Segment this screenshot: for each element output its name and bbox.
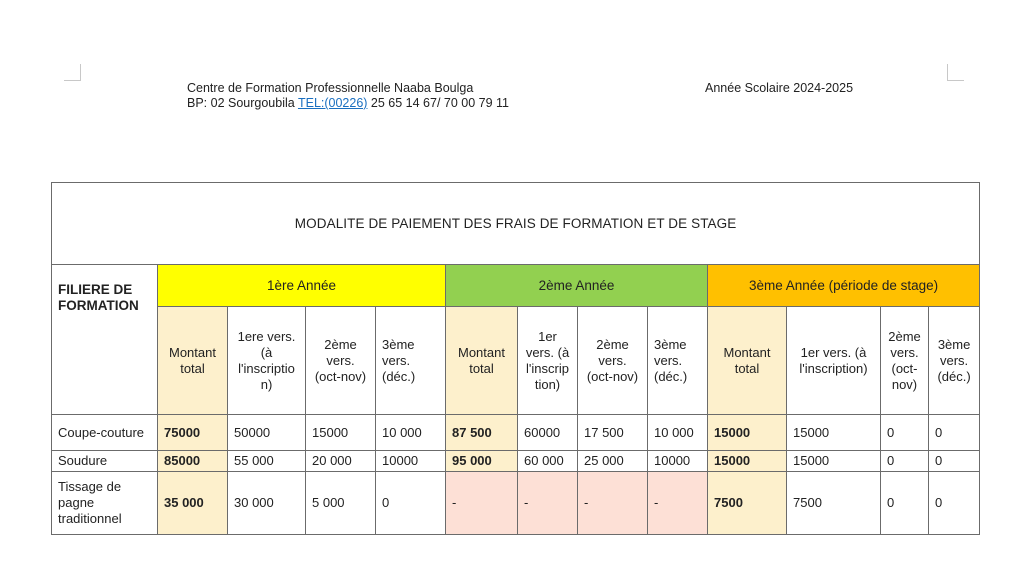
col-header-y3-vers2: 2ème vers. (oct- nov) (881, 307, 929, 415)
cell-y2-vers1: 60000 (518, 415, 578, 451)
institution-name: Centre de Formation Professionnelle Naaba Boulga (187, 81, 474, 95)
cell-y1-vers2: 15000 (306, 415, 376, 451)
cell-y3-vers3: 0 (929, 472, 980, 535)
cell-y3-total: 7500 (708, 472, 787, 535)
col-header-y3-vers3: 3ème vers. (déc.) (929, 307, 980, 415)
cell-y1-vers2: 5 000 (306, 472, 376, 535)
cell-y2-vers3: - (648, 472, 708, 535)
address: BP: 02 Sourgoubila (187, 96, 298, 110)
cell-y1-total: 75000 (158, 415, 228, 451)
filiere-name: Tissage de pagne traditionnel (52, 472, 158, 535)
cell-y3-vers1: 15000 (787, 451, 881, 472)
cell-y2-total: 87 500 (446, 415, 518, 451)
cell-y2-vers2: 25 000 (578, 451, 648, 472)
year-3-header: 3ème Année (période de stage) (708, 265, 980, 307)
cell-y1-vers1: 30 000 (228, 472, 306, 535)
tel-link[interactable]: TEL:(00226) (297, 96, 368, 110)
payment-table (51, 182, 980, 535)
year-2-header: 2ème Année (446, 265, 708, 307)
col-header-y3-vers1: 1er vers. (à l'inscription) (787, 307, 881, 415)
cell-y1-total: 85000 (158, 451, 228, 472)
col-header-y2-montant: Montant total (446, 307, 518, 415)
page-corner-mark-top-left (64, 64, 81, 81)
table-row (52, 451, 980, 472)
table-row (52, 415, 980, 451)
cell-y2-vers1: - (518, 472, 578, 535)
filiere-name: Soudure (52, 451, 158, 472)
cell-y3-total: 15000 (708, 415, 787, 451)
cell-y3-vers1: 15000 (787, 415, 881, 451)
filiere-name: Coupe-couture (52, 415, 158, 451)
filiere-header: FILIERE DE FORMATION (52, 265, 158, 415)
cell-y2-total: - (446, 472, 518, 535)
phone-numbers: 25 65 14 67/ 70 00 79 11 (367, 96, 510, 110)
cell-y2-vers2: - (578, 472, 648, 535)
table-title: MODALITE DE PAIEMENT DES FRAIS DE FORMATION ET DE STAGE (52, 183, 980, 265)
col-header-y1-vers3: 3ème vers. (déc.) (376, 307, 446, 415)
cell-y3-vers2: 0 (881, 472, 929, 535)
year-1-header: 1ère Année (158, 265, 446, 307)
cell-y3-vers3: 0 (929, 451, 980, 472)
contact-line (187, 96, 509, 111)
cell-y1-vers1: 55 000 (228, 451, 306, 472)
cell-y2-vers1: 60 000 (518, 451, 578, 472)
cell-y1-vers2: 20 000 (306, 451, 376, 472)
cell-y2-vers3: 10 000 (648, 415, 708, 451)
table-row (52, 472, 980, 535)
cell-y1-vers3: 10 000 (376, 415, 446, 451)
col-header-y2-vers1: 1er vers. (à l'inscrip tion) (518, 307, 578, 415)
col-header-y3-montant: Montant total (708, 307, 787, 415)
cell-y1-vers3: 10000 (376, 451, 446, 472)
cell-y3-vers2: 0 (881, 415, 929, 451)
cell-y2-vers2: 17 500 (578, 415, 648, 451)
col-header-y1-montant: Montant total (158, 307, 228, 415)
cell-y1-vers1: 50000 (228, 415, 306, 451)
cell-y1-vers3: 0 (376, 472, 446, 535)
col-header-y1-vers2: 2ème vers. (oct-nov) (306, 307, 376, 415)
cell-y3-vers3: 0 (929, 415, 980, 451)
col-header-y2-vers2: 2ème vers. (oct-nov) (578, 307, 648, 415)
document-header-left (187, 81, 509, 111)
cell-y3-total: 15000 (708, 451, 787, 472)
cell-y2-vers3: 10000 (648, 451, 708, 472)
cell-y1-total: 35 000 (158, 472, 228, 535)
cell-y3-vers2: 0 (881, 451, 929, 472)
col-header-y2-vers3: 3ème vers. (déc.) (648, 307, 708, 415)
school-year: Année Scolaire 2024-2025 (705, 81, 854, 95)
cell-y2-total: 95 000 (446, 451, 518, 472)
cell-y3-vers1: 7500 (787, 472, 881, 535)
page-corner-mark-top-right (947, 64, 964, 81)
col-header-y1-vers1: 1ere vers. (à l'inscriptio n) (228, 307, 306, 415)
